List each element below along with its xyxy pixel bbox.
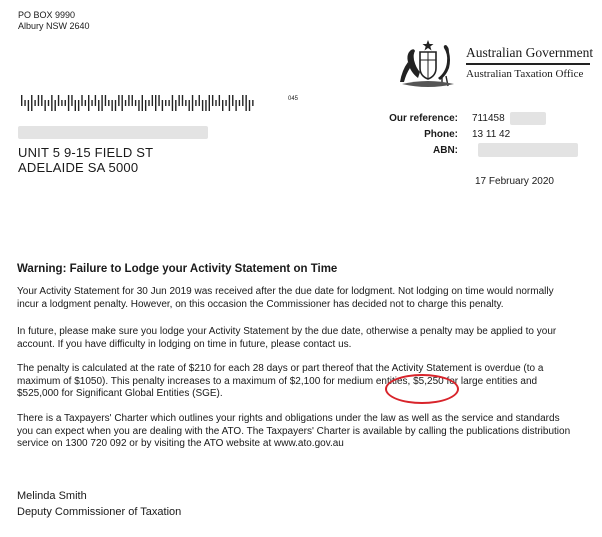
sender-line-1: PO BOX 9990 xyxy=(18,10,76,20)
our-reference-value: 711458 xyxy=(472,113,505,124)
phone-label: Phone: xyxy=(424,129,458,140)
coat-of-arms-icon xyxy=(396,38,460,90)
signatory-title: Deputy Commissioner of Taxation xyxy=(17,506,182,518)
redacted-recipient-name xyxy=(18,126,208,139)
org-name: Australian Government xyxy=(466,45,594,60)
letter-date: 17 February 2020 xyxy=(475,176,554,187)
paragraph-2: In future, please make sure you lodge your Activity Statement by the due date, otherwise a penalty may be applied to your account. If you have difficulty in lodging on time in future, please contact us. xyxy=(17,326,557,350)
sender-line-2: Albury NSW 2640 xyxy=(18,21,90,31)
barcode-code: 045 xyxy=(288,96,299,102)
sender-address xyxy=(18,10,90,32)
postal-barcode xyxy=(20,95,258,111)
abn-label: ABN: xyxy=(433,145,458,156)
recipient-line-1: UNIT 5 9-15 FIELD ST xyxy=(18,145,154,160)
header-divider xyxy=(466,63,590,65)
redacted-abn xyxy=(478,143,578,157)
signatory-name: Melinda Smith xyxy=(17,490,87,502)
letter-title: Warning: Failure to Lodge your Activity Statement on Time xyxy=(17,263,338,275)
phone-value: 13 11 42 xyxy=(472,129,511,140)
red-circle-annotation xyxy=(385,374,459,404)
paragraph-3: The penalty is calculated at the rate of $210 for each 28 days or part thereof that the Activity Statement is overdue (to a maximum of $1050). This penalty increases to a maximum of $2,100 for medium entities, $5,250 for large entities and $525,000 for Significant Global Entities (SGE). xyxy=(17,363,544,400)
department-name: Australian Taxation Office xyxy=(466,68,584,80)
paragraph-4: There is a Taxpayers' Charter which outlines your rights and obligations under the law as well as the service and standards you can expect when you are dealing with the ATO. The Taxpayers' Charter is available by calling the publications distribution service on 1300 720 092 or by visiting the ATO website at www.ato.gov.au xyxy=(17,413,571,450)
recipient-line-2: ADELAIDE SA 5000 xyxy=(18,160,139,175)
redacted-reference xyxy=(510,112,546,125)
paragraph-1: Your Activity Statement for 30 Jun 2019 was received after the due date for lodgment. Not lodging on time would normally incur a lodgment penalty. However, on this occasion the Commissioner has decided not to charge this penalty. xyxy=(17,286,554,310)
our-reference-label: Our reference: xyxy=(389,113,458,124)
recipient-address xyxy=(18,145,153,175)
